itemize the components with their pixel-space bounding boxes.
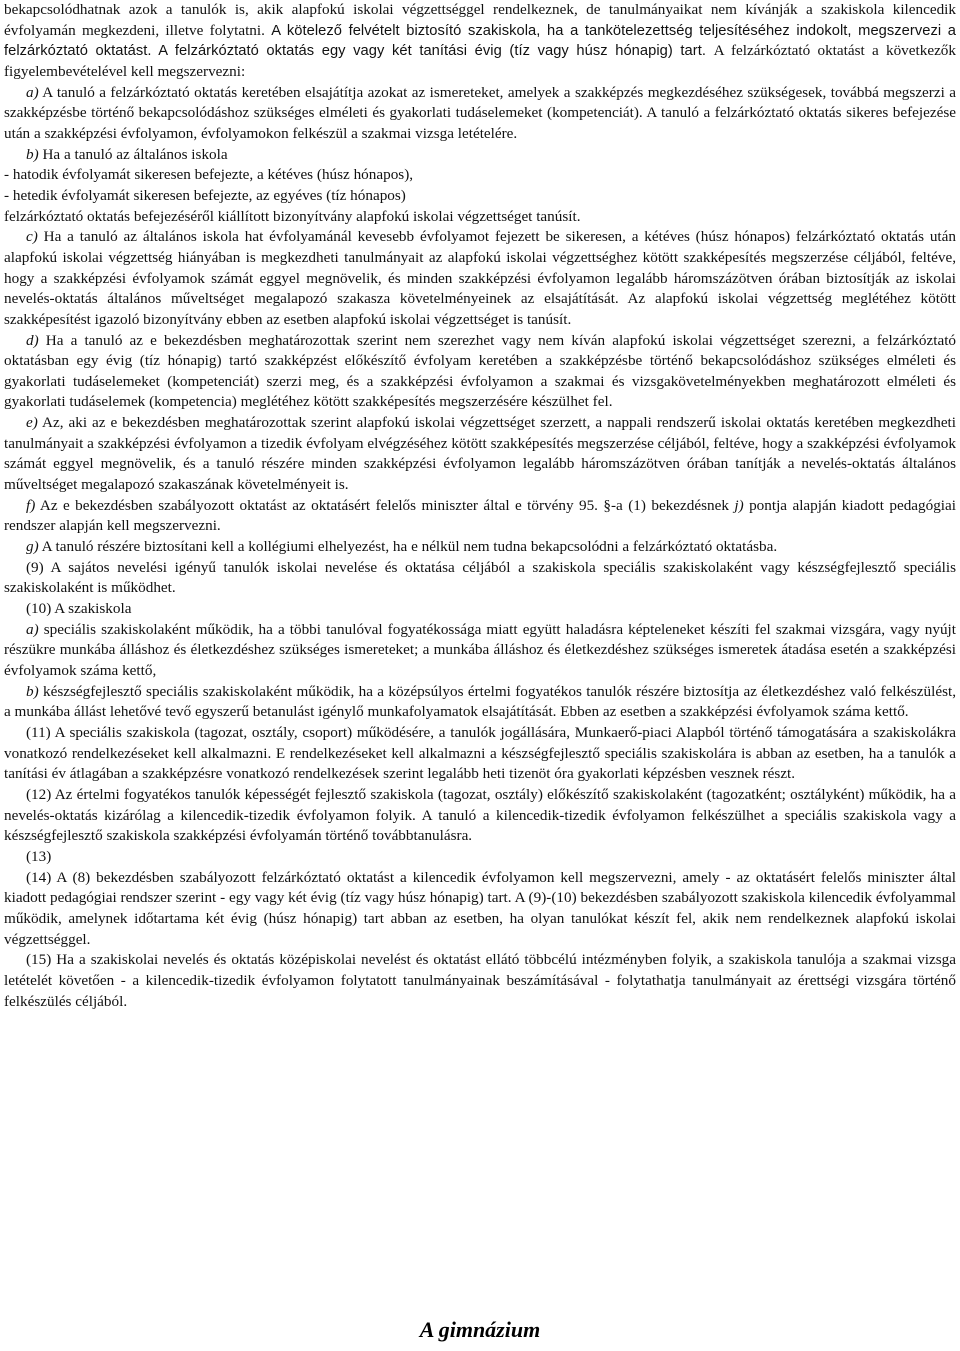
item-text: A tanuló részére biztosítani kell a kollégiumi elhelyezést, ha e nélkül nem tudna bekapcsolódni a felzárkóztató oktatásba. [41, 538, 778, 556]
list-line-2: - hetedik évfolyamát sikeresen befejezte, az egyéves (tíz hónapos) [4, 186, 406, 204]
item-10b [4, 682, 956, 723]
item-8g [4, 537, 956, 558]
section-heading: A gimnázium [419, 1317, 541, 1342]
item-label: b) [26, 145, 39, 163]
item-8e [4, 413, 956, 496]
item-text: Ha a tanuló az általános iskola hat évfolyamánál kevesebb évfolyamot fejezett be sikeresen, a kétéves (húsz hónapos) felzárkóztató oktatás után alapfokú iskolai végzettség hiányában is megkezdheti tanulmányait az alapfokú iskolai végzettséghez kötött szakképesítés megszerzése céljából, feltéve, hogy a szakképzési évfolyamok számát eggyel megnövelik, és minden szakképzési évfolyamon legalább háromszázötven órában biztosítják az iskolai nevelés-oktatás általános műveltséget megalapozó szakasza követelményeinek az elsajátítását. Az alapfokú iskolai végzettség meglétéhez kötött szakképesítést igazoló bizonyítvány ebben az esetben alapfokú iskolai végzettséget is tanúsít. [4, 228, 956, 328]
intro-text-3: A felzárkóztató oktatást a következők figyelembevételével kell megszervezni: [4, 42, 956, 80]
paragraph-10: (10) A szakiskola [26, 600, 132, 618]
item-text: készségfejlesztő speciális szakiskolaként működik, ha a középsúlyos értelmi fogyatékos tanulók részére biztosítja az életkezdéshez való felkészülést, a munkába állást lehetővé tevő egyszerű betanulást igénylő munkafolyamatok elsajátítását. Ebben az esetben a szakképzési évfolyamok száma kettő. [4, 682, 956, 721]
paragraph-12: (12) Az értelmi fogyatékos tanulók képességét fejlesztő szakiskola (tagozat, osztály) előkészítő szakiskolaként (tagozatként; osztályként) működik, ha a nevelés-oktatás kizárólag a kilencedik-tizedik évfolyamon folyik. A tanuló a kilencedik-tizedik évfolyamon felkészülhet a speciális szakiskola vagy a készségfejlesztő szakiskola szakképzési évfolyamán történő továbbtanulásra. [4, 785, 956, 845]
item-text: Az, aki az e bekezdésben meghatározottak szerint alapfokú iskolai végzettséget szerzett, a nappali rendszerű iskolai oktatás keretében megkezdheti tanulmányait a szakképzési évfolyamon a tizedik évfolyam elvégzéséhez kötött szakképesítés megszerzése céljából, feltéve, hogy a szakképzési évfolyamok számát eggyel megnövelik, és a tanuló részére minden szakképzési évfolyamon legalább háromszázötven órában tanítják a nevelés-oktatás általános műveltséget megalapozó szakaszának követelményeit is. [4, 414, 956, 494]
intro-text-2: A kötelező felvételt biztosító szakiskola, ha a tankötelezettség teljesítéséhez indokolt, megszervezi a felzárkóztató oktatást. A felzárkóztató oktatás egy vagy két tanítási évig (tíz vagy húsz hónapig) tart. [4, 22, 956, 60]
paragraph-9: (9) A sajátos nevelési igényű tanulók iskolai nevelése és oktatása céljából a szakiskola speciális szakiskolaként vagy készségfejlesztő speciális szakiskolaként is működhet. [4, 558, 956, 597]
item-text-continued: pontja alapján kiadott pedagógiai rendszer alapján kell megszervezni. [4, 496, 956, 535]
paragraph-11: (11) A speciális szakiskola (tagozat, osztály, csoport) működésére, a tanulók jogállására, Munkaerő-piaci Alapból történő támogatására a szakiskolákra vonatkozó rendelkezéseket kell alkalmazni. E rendelkezéseket kell alkalmazni a készségfejlesztő speciális szakiskolára is abban az esetben, ha a tanulók a tanítási év átlagában a szakképzésre vonatkozó rendelkezések szerint legalább heti tizenöt óra gyakorlati képzésben vesznek részt. [4, 723, 956, 783]
list-line-1: - hatodik évfolyamát sikeresen befejezte, a kétéves (húsz hónapos), [4, 166, 414, 184]
item-text: Az e bekezdésben szabályozott oktatást az oktatásért felelős miniszter által e törvény 95. §-a (1) bekezdésnek [39, 496, 735, 514]
paragraph-15: (15) Ha a szakiskolai nevelés és oktatás középiskolai nevelést és oktatást ellátó többcélú intézményben folyik, a szakiskola tanulója a szakmai vizsga letételét követően - a kilencedik-tizedik évfolyamon folytatott tanulmányainak beszámításával - folytathatja tanulmányait az érettségi vizsgára történő felkészülés céljából. [4, 951, 956, 1010]
item-label: c) [26, 228, 38, 246]
item-text: A tanuló a felzárkóztató oktatás keretében elsajátítja azokat az ismereteket, amelyek a szakképzés megkezdéséhez szükségesek, továbbá megszerzi a szakképzésbe történő bekapcsolódáshoz szükséges elméleti és gyakorlati tudáselemeket (kompetenciát). A tanuló a felzárkóztató oktatás sikeres befejezése után a szakképzési évfolyamon, évfolyamokon felkészül a szakmai vizsga letételére. [4, 83, 956, 142]
item-8c [4, 227, 956, 330]
item-8f [4, 496, 956, 537]
item-label: d) [26, 331, 39, 349]
item-text: Ha a tanuló az általános iskola [42, 145, 228, 163]
item-label: b) [26, 682, 39, 700]
item-10a [4, 620, 956, 682]
item-label: f) [26, 496, 36, 514]
item-inline-label: j) [734, 496, 744, 514]
item-8d [4, 331, 956, 414]
intro-text-1: bekapcsolódhatnak azok a tanulók is, akik alapfokú iskolai végzettséggel rendelkeznek, de tanulmányaikat nem kívánják a szakiskola kilencedik évfolyamán megkezdeni, illetve folytatni. [4, 1, 956, 39]
item-label: a) [26, 620, 39, 638]
list-line-3: felzárkóztató oktatás befejezéséről kiállított bizonyítvány alapfokú iskolai végzettséget tanúsít. [4, 207, 581, 225]
paragraph-13: (13) [26, 847, 52, 865]
item-8b [4, 145, 956, 166]
item-label: a) [26, 83, 39, 101]
paragraph-intro [4, 0, 956, 83]
item-text: speciális szakiskolaként működik, ha a többi tanulóval fogyatékossága miatt együtt haladásra képteleneket készíti fel szakmai vizsgára, vagy nyújt részükre munkába álláshoz és életkezdéshez szükséges ismereteket; a munkába álláshoz és életkezdéshez szükséges ismeretek átadása esetén a szakképzési évfolyamok száma kettő, [4, 620, 956, 679]
paragraph-14: (14) A (8) bekezdésben szabályozott felzárkóztató oktatást a kilencedik évfolyamon kell megszervezni, amely - az oktatásért felelős miniszter által kiadott pedagógiai rendszer szerint - egy vagy két évig (tíz vagy húsz hónapig) tart. A (9)-(10) bekezdésben szabályozott szakiskola kilencedik évfolyammal működik, amelynek időtartama két évig (húsz hónapig) tart abban az esetben, ha olyan tanulókat készít fel, akik nem rendelkeznek alapfokú iskolai végzettséggel. [4, 868, 956, 948]
item-text: Ha a tanuló az e bekezdésben meghatározottak szerint nem szerezhet vagy nem kíván alapfokú iskolai végzettséget szerezni, a felzárkóztató oktatásban egy évig (tíz hónapig) tartó szakképzést előkészítő évfolyam keretében a szakképzésbe történő bekapcsolódáshoz szükséges elméleti és gyakorlati tudáselemeket (kompetenciát) szerzi meg, és a szakképzési évfolyamon a szakmai és vizsgakövetelményekben meghatározott elméleti és gyakorlati tudáselemek (kompetencia) meglétéhez kötött szakképesítés megszerzésére készülhet fel. [4, 331, 957, 411]
item-label: g) [26, 538, 39, 556]
item-8a [4, 83, 956, 145]
item-label: e) [26, 414, 38, 432]
